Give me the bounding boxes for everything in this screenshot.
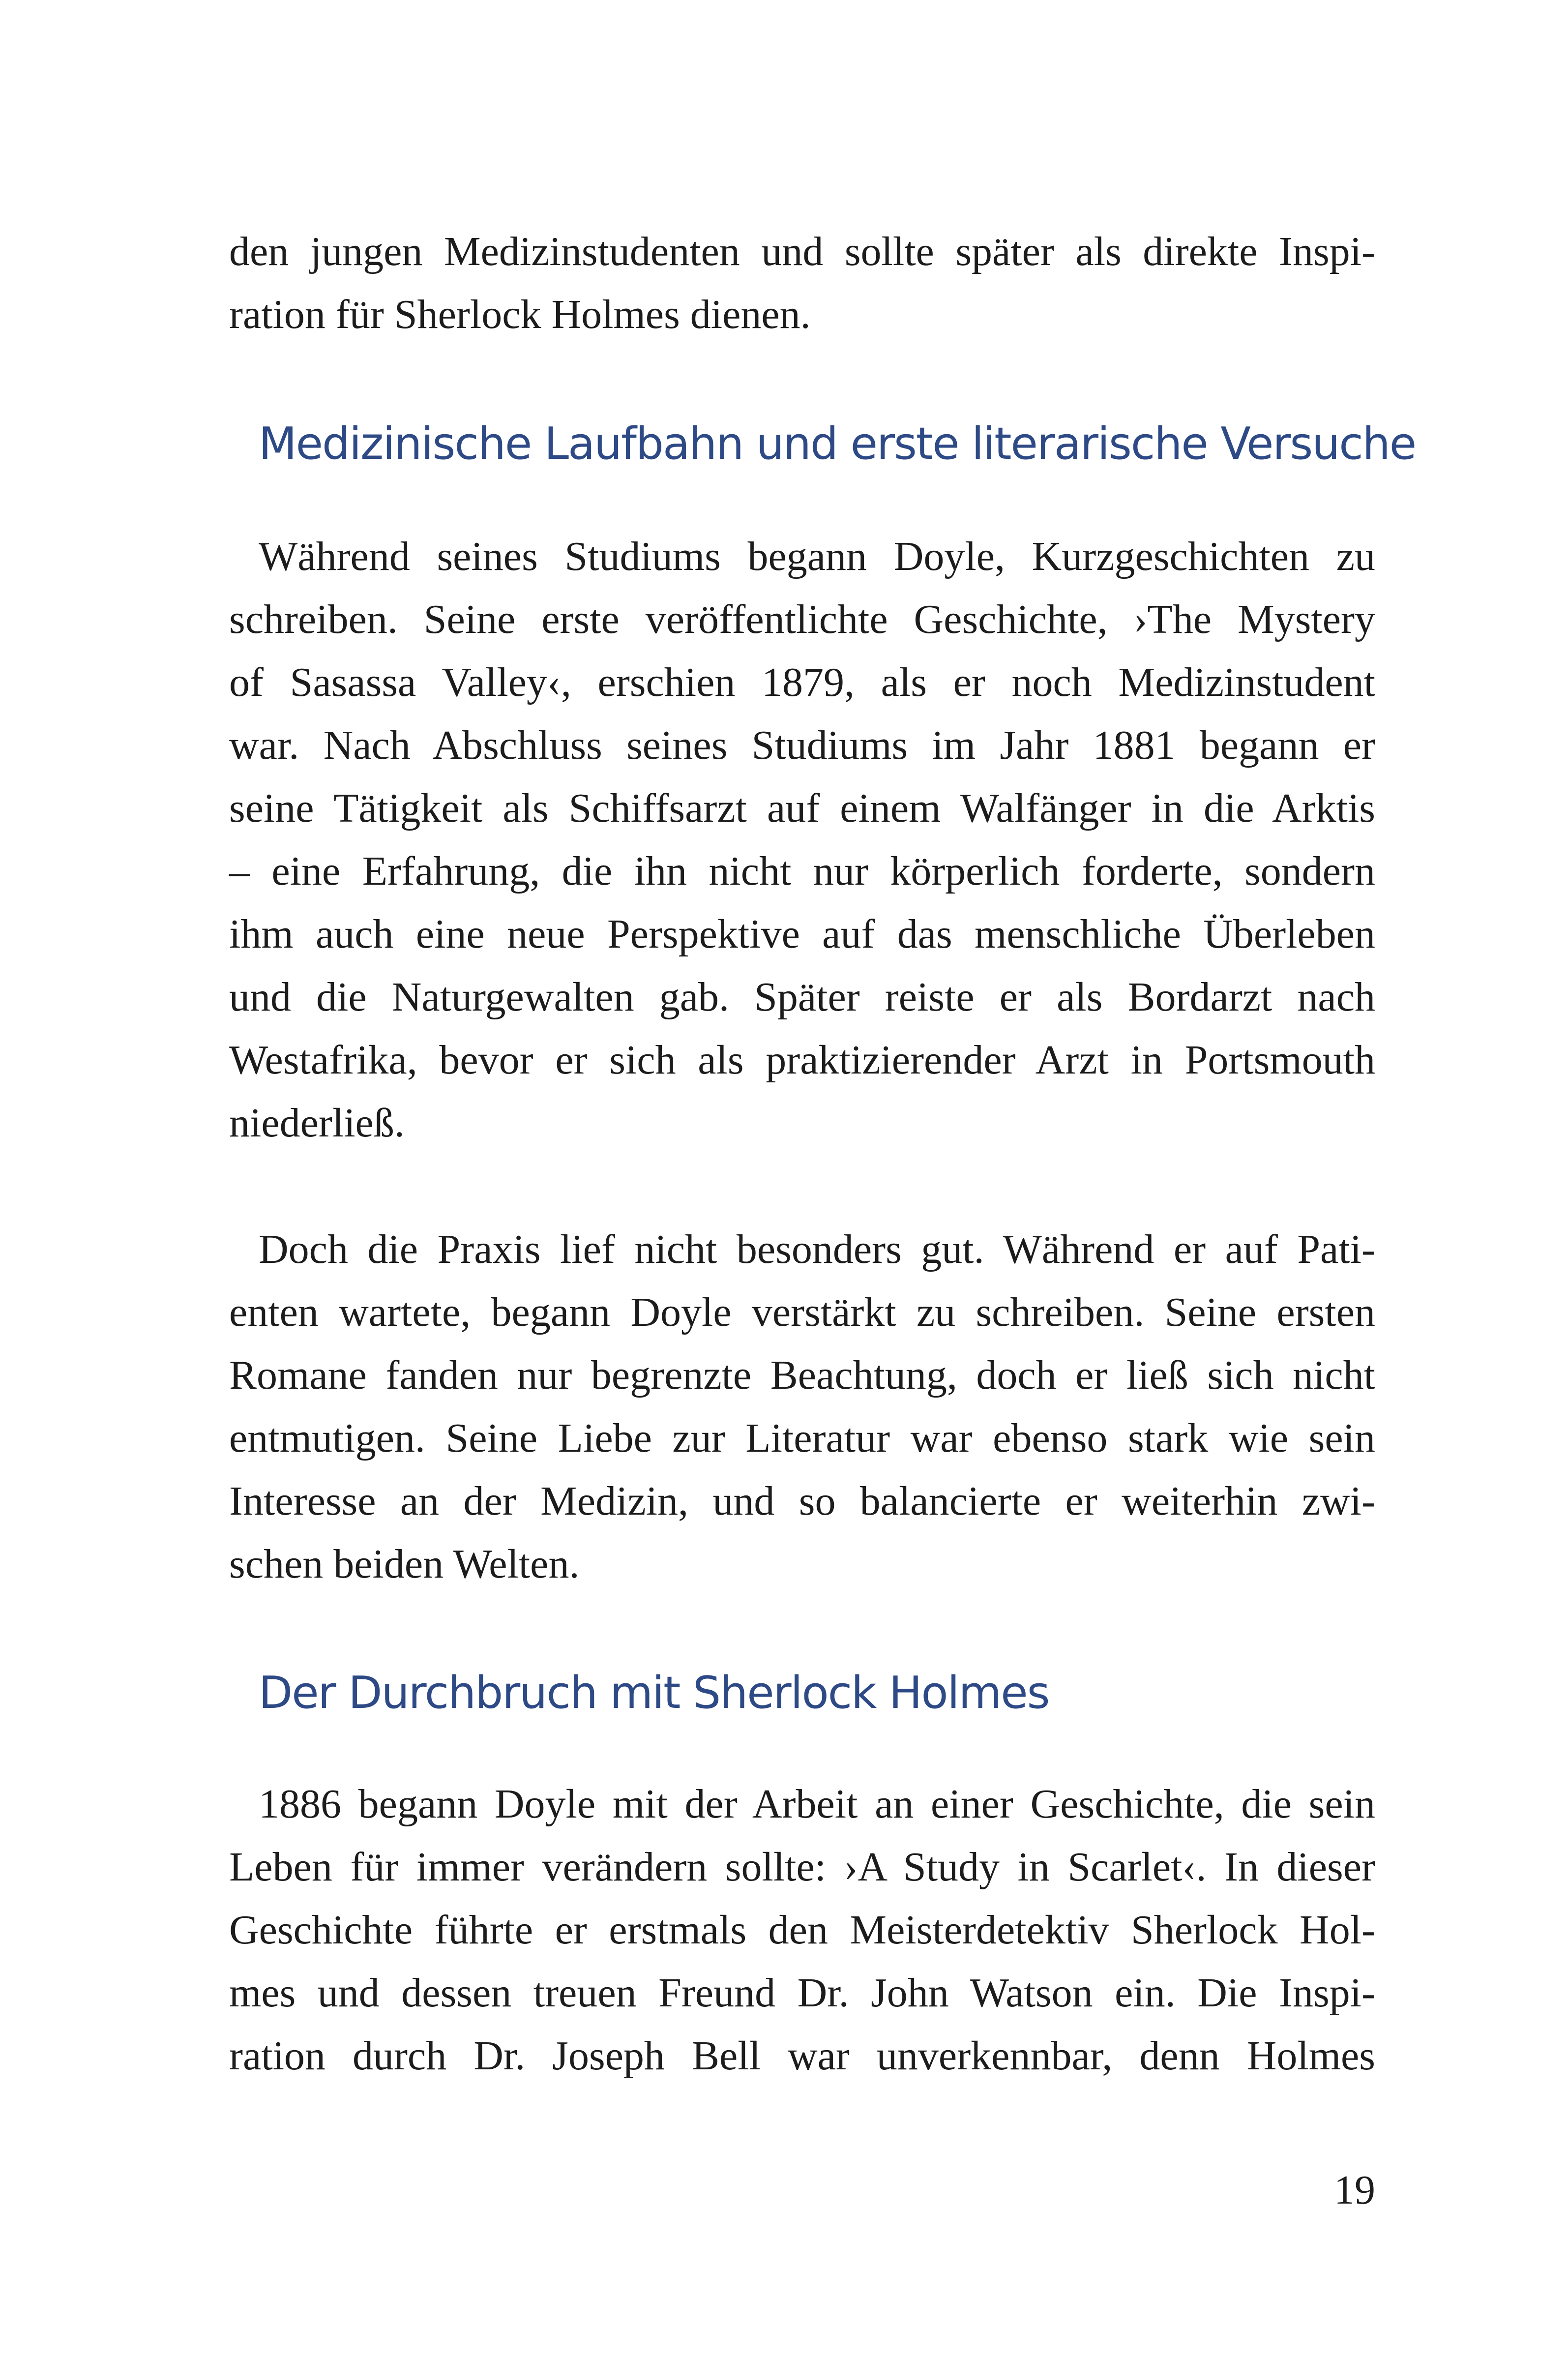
body-text-line: of Sasassa Valley‹, erschien 1879, als er noch Medizinstudent: [229, 659, 1375, 705]
body-text-line: Interesse an der Medizin, und so balancierte er weiterhin zwi-: [229, 1478, 1375, 1524]
body-text-line: ration für Sherlock Holmes dienen.: [229, 292, 811, 337]
body-text-line: Während seines Studiums begann Doyle, Kurzgeschichten zu: [259, 534, 1375, 579]
body-text-line: Romane fanden nur begrenzte Beachtung, doch er ließ sich nicht: [229, 1352, 1375, 1398]
body-text-line: ihm auch eine neue Perspektive auf das menschliche Überleben: [229, 911, 1375, 957]
body-text-line: und die Naturgewalten gab. Später reiste er als Bordarzt nach: [229, 974, 1375, 1020]
body-text-line: den jungen Medizinstudenten und sollte später als direkte Inspi-: [229, 229, 1375, 274]
body-text-line: entmutigen. Seine Liebe zur Literatur war ebenso stark wie sein: [229, 1415, 1375, 1461]
body-text-line: schen beiden Welten.: [229, 1541, 580, 1587]
page-number: 19: [1334, 2167, 1375, 2213]
body-text-line: 1886 begann Doyle mit der Arbeit an einer Geschichte, die sein: [259, 1781, 1375, 1827]
section-heading: Medizinische Laufbahn und erste literarische Versuche: [259, 418, 1416, 470]
body-text-line: enten wartete, begann Doyle verstärkt zu schreiben. Seine ersten: [229, 1289, 1375, 1335]
body-text-line: Westafrika, bevor er sich als praktizierender Arzt in Portsmouth: [229, 1037, 1375, 1083]
body-text-line: mes und dessen treuen Freund Dr. John Watson ein. Die Inspi-: [229, 1970, 1375, 2016]
body-text-line: war. Nach Abschluss seines Studiums im Jahr 1881 begann er: [229, 722, 1375, 768]
body-text-line: ration durch Dr. Joseph Bell war unverkennbar, denn Holmes: [229, 2033, 1375, 2079]
body-text-line: Doch die Praxis lief nicht besonders gut. Während er auf Pati-: [259, 1226, 1375, 1272]
body-text-line: seine Tätigkeit als Schiffsarzt auf einem Walfänger in die Arktis: [229, 785, 1375, 831]
section-heading: Der Durchbruch mit Sherlock Holmes: [259, 1667, 1049, 1719]
body-text-line: Geschichte führte er erstmals den Meisterdetektiv Sherlock Hol-: [229, 1907, 1375, 1953]
body-text-line: niederließ.: [229, 1100, 405, 1146]
body-text-line: – eine Erfahrung, die ihn nicht nur körperlich forderte, sondern: [229, 848, 1375, 894]
body-text-line: schreiben. Seine erste veröffentlichte Geschichte, ›The Mystery: [229, 597, 1375, 642]
body-text-line: Leben für immer verändern sollte: ›A Study in Scarlet‹. In dieser: [229, 1844, 1375, 1890]
